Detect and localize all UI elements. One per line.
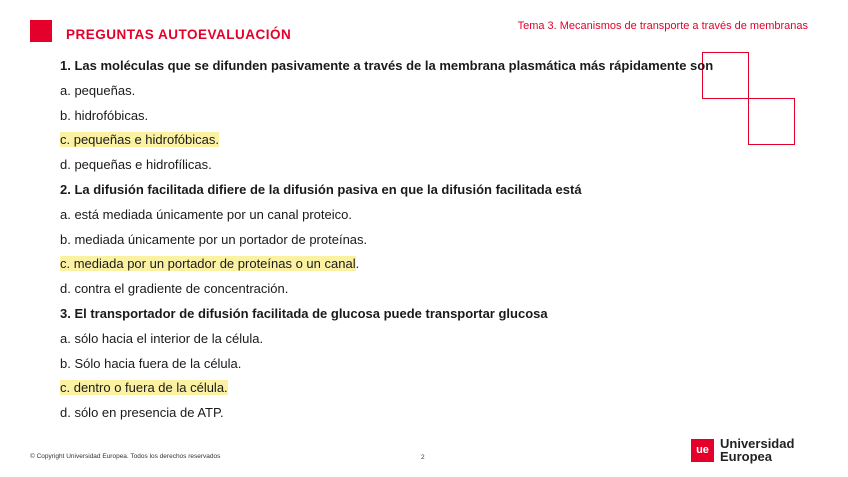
option-3c-highlighted: c. dentro o fuera de la célula. — [60, 380, 228, 396]
ue-logo-icon: ue — [691, 439, 714, 462]
page-number: 2 — [421, 454, 425, 461]
option-3b: b. Sólo hacia fuera de la célula. — [60, 355, 242, 371]
question-1: 1. Las moléculas que se difunden pasivamente a través de la membrana plasmática más rápidamente son — [60, 58, 714, 73]
brand-red-square — [30, 20, 52, 42]
option-3d: d. sólo en presencia de ATP. — [60, 405, 224, 421]
copyright-notice: © Copyright Universidad Europea. Todos los derechos reservados — [30, 453, 221, 460]
option-1b: b. hidrofóbicas. — [60, 107, 149, 123]
option-2d: d. contra el gradiente de concentración. — [60, 281, 289, 297]
section-title: PREGUNTAS AUTOEVALUACIÓN — [66, 27, 292, 42]
question-2: 2. La difusión facilitada difiere de la difusión pasiva en que la difusión facilitada está — [60, 181, 582, 197]
question-3: 3. El transportador de difusión facilitada de glucosa puede transportar glucosa — [60, 305, 548, 321]
logo-line-2: Europea — [720, 449, 773, 464]
topic-title: Tema 3. Mecanismos de transporte a través de membranas — [517, 20, 808, 32]
option-1c-highlighted: c. pequeñas e hidrofóbicas. — [60, 132, 219, 148]
option-3a: a. sólo hacia el interior de la célula. — [60, 330, 264, 346]
option-2a: a. está mediada únicamente por un canal proteico. — [60, 206, 352, 222]
option-2b: b. mediada únicamente por un portador de proteínas. — [60, 231, 368, 247]
option-2c-highlighted: c. mediada por un portador de proteínas o un canal. — [60, 256, 360, 272]
option-1a: a. pequeñas. — [60, 82, 136, 98]
university-logo — [691, 437, 794, 463]
option-1d: d. pequeñas e hidrofílicas. — [60, 157, 212, 173]
decorative-square-outline — [748, 98, 795, 145]
logo-line-1: Universidad — [720, 436, 795, 451]
question-list — [60, 57, 740, 429]
